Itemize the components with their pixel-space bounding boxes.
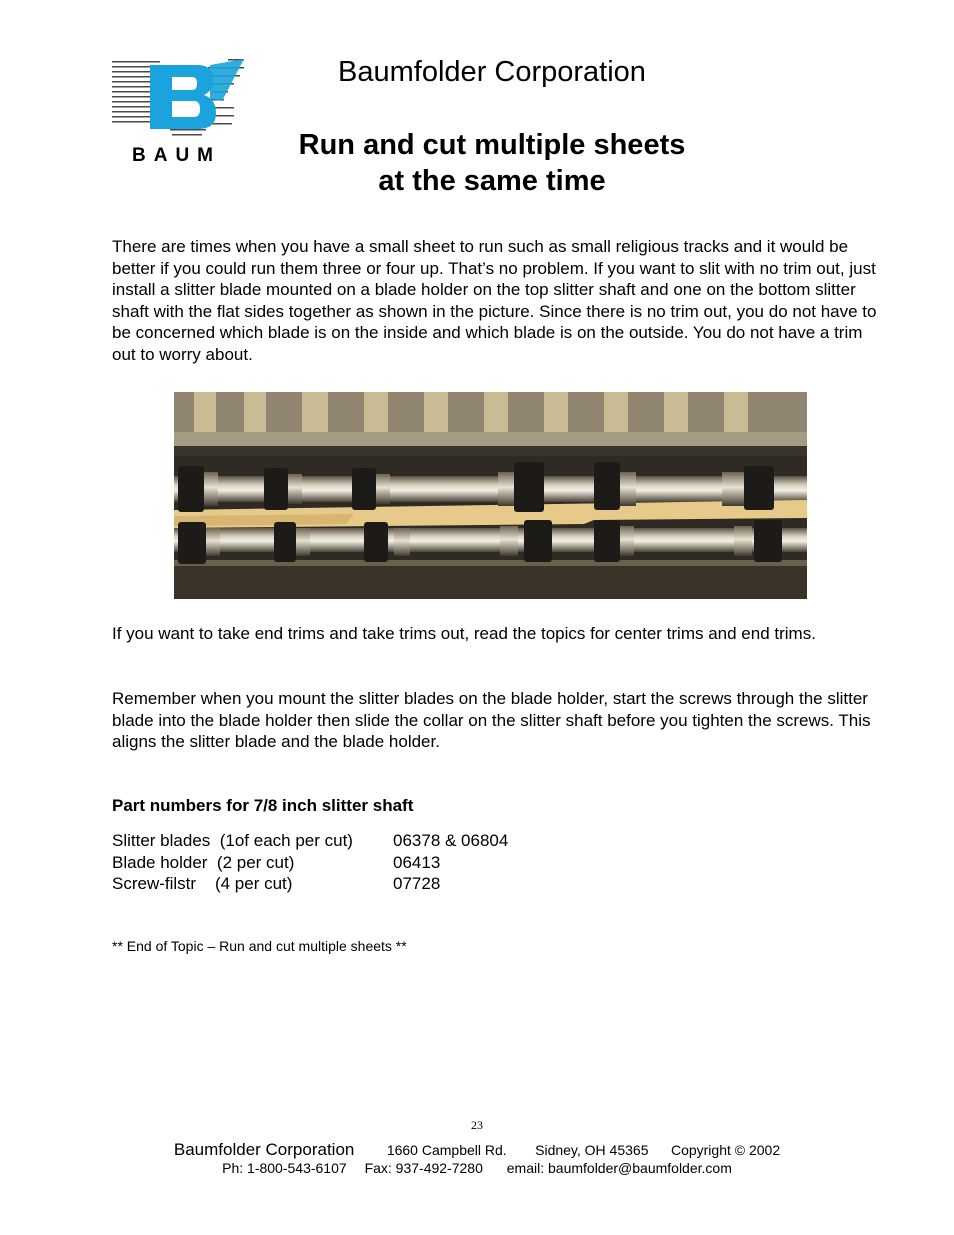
title-line-1: Run and cut multiple sheets xyxy=(298,129,686,161)
part-row xyxy=(112,830,612,852)
part-description: Screw-filstr (4 per cut) xyxy=(112,874,293,893)
company-name: Baumfolder Corporation xyxy=(338,56,646,88)
part-number: 06378 & 06804 xyxy=(393,831,509,850)
part-row xyxy=(112,873,612,895)
footer-line-1 xyxy=(0,1140,954,1160)
footer-city: Sidney, OH 45365 xyxy=(535,1142,649,1158)
footer-address: 1660 Campbell Rd. xyxy=(386,1142,507,1158)
trims-paragraph: If you want to take end trims and take trims out, read the topics for center trims and end trims. xyxy=(112,624,816,643)
footer-phone: Ph: 1-800-543-6107 xyxy=(222,1160,347,1176)
footer-fax: Fax: 937-492-7280 xyxy=(364,1160,483,1176)
mounting-paragraph: Remember when you mount the slitter blades on the blade holder, start the screws through the slitter blade into the blade holder then slide the collar on the slitter shaft before you tighten the screws. This aligns the slitter blade and the blade holder. xyxy=(112,689,871,752)
slitter-shaft-photo xyxy=(174,392,807,599)
logo-wordmark: BAUM xyxy=(132,145,221,166)
part-number: 07728 xyxy=(393,874,441,893)
footer-line-2 xyxy=(0,1160,954,1176)
end-of-topic: ** End of Topic – Run and cut multiple sheets ** xyxy=(112,938,407,954)
part-number: 06413 xyxy=(393,853,441,872)
footer-email[interactable]: email: baumfolder@baumfolder.com xyxy=(506,1160,732,1176)
title-line-2: at the same time xyxy=(378,165,606,197)
parts-heading: Part numbers for 7/8 inch slitter shaft xyxy=(112,796,414,815)
logo-b-shape xyxy=(150,65,216,129)
intro-paragraph: There are times when you have a small sheet to run such as small religious tracks and it would be better if you could run them three or four up. That’s no problem. If you want to slit with no trim out, just install a slitter blade mounted on a blade holder on the top slitter shaft and one on the bottom slitter shaft with the flat sides together as shown in the picture. Since there is no trim out, you do not have to be concerned which blade is on the inside and which blade is on the outside. You do not have a trim out to worry about. xyxy=(112,237,877,364)
footer-copyright: Copyright © 2002 xyxy=(670,1142,781,1158)
page-title xyxy=(240,127,744,199)
part-description: Blade holder (2 per cut) xyxy=(112,853,295,872)
logo-swoosh xyxy=(210,59,244,101)
footer-company: Baumfolder Corporation xyxy=(173,1140,355,1159)
page-number: 23 xyxy=(471,1118,483,1132)
part-description: Slitter blades (1of each per cut) xyxy=(112,831,353,850)
part-row xyxy=(112,852,612,874)
